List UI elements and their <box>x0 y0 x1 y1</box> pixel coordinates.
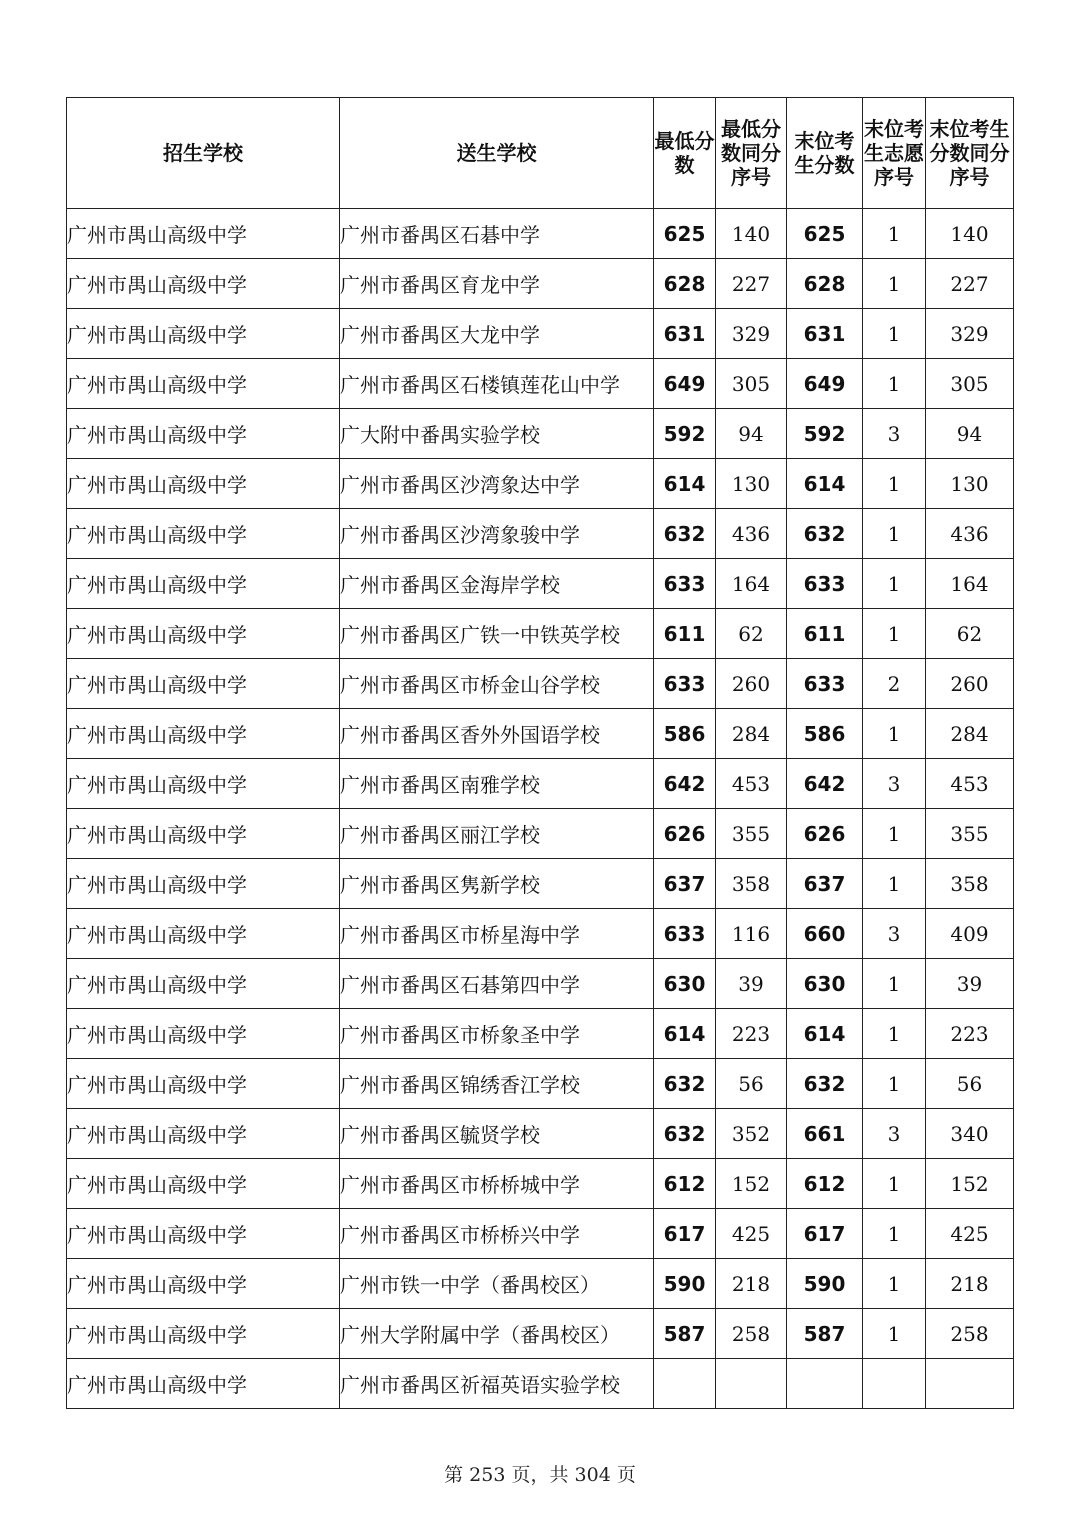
table-row <box>67 409 1014 459</box>
table-row <box>67 659 1014 709</box>
cell-last-choice: 1 <box>863 709 926 759</box>
table-row <box>67 1109 1014 1159</box>
cell-min-score-rank: 260 <box>716 659 787 709</box>
cell-enroll-school: 广州市禺山高级中学 <box>67 459 340 509</box>
cell-min-score-rank: 152 <box>716 1159 787 1209</box>
cell-enroll-school: 广州市禺山高级中学 <box>67 759 340 809</box>
table-row <box>67 559 1014 609</box>
cell-min-score: 632 <box>654 1059 716 1109</box>
cell-send-school: 广州市番禺区大龙中学 <box>340 309 654 359</box>
cell-min-score: 632 <box>654 1109 716 1159</box>
cell-last-rank: 39 <box>926 959 1014 1009</box>
cell-enroll-school: 广州市禺山高级中学 <box>67 209 340 259</box>
cell-enroll-school: 广州市禺山高级中学 <box>67 909 340 959</box>
table-row <box>67 1309 1014 1359</box>
cell-last-rank: 218 <box>926 1259 1014 1309</box>
cell-last-choice: 1 <box>863 309 926 359</box>
cell-min-score-rank: 352 <box>716 1109 787 1159</box>
header-last-rank: 末位考生分数同分序号 <box>926 98 1014 209</box>
cell-last-rank: 284 <box>926 709 1014 759</box>
cell-last-score: 631 <box>787 309 863 359</box>
cell-send-school: 广州市番禺区南雅学校 <box>340 759 654 809</box>
cell-send-school: 广州市番禺区广铁一中铁英学校 <box>340 609 654 659</box>
cell-min-score: 590 <box>654 1259 716 1309</box>
cell-last-score: 632 <box>787 1059 863 1109</box>
table-row <box>67 809 1014 859</box>
cell-last-choice: 1 <box>863 1009 926 1059</box>
cell-send-school: 广大附中番禺实验学校 <box>340 409 654 459</box>
header-min-score: 最低分数 <box>654 98 716 209</box>
cell-last-score: 637 <box>787 859 863 909</box>
header-min-score-rank: 最低分数同分序号 <box>716 98 787 209</box>
cell-send-school: 广州市番禺区石楼镇莲花山中学 <box>340 359 654 409</box>
cell-send-school: 广州市番禺区市桥星海中学 <box>340 909 654 959</box>
table-row <box>67 1159 1014 1209</box>
page-footer: 第 253 页，共 304 页 <box>444 1464 636 1486</box>
cell-last-rank: 305 <box>926 359 1014 409</box>
cell-enroll-school: 广州市禺山高级中学 <box>67 1009 340 1059</box>
cell-last-choice: 1 <box>863 859 926 909</box>
table-row <box>67 1259 1014 1309</box>
cell-send-school: 广州市番禺区金海岸学校 <box>340 559 654 609</box>
cell-enroll-school: 广州市禺山高级中学 <box>67 259 340 309</box>
table-row <box>67 1009 1014 1059</box>
cell-min-score: 632 <box>654 509 716 559</box>
cell-send-school: 广州市番禺区祈福英语实验学校 <box>340 1359 654 1409</box>
cell-min-score-rank: 355 <box>716 809 787 859</box>
cell-send-school: 广州市番禺区沙湾象达中学 <box>340 459 654 509</box>
cell-last-score <box>787 1359 863 1409</box>
cell-last-rank: 56 <box>926 1059 1014 1109</box>
cell-last-score: 625 <box>787 209 863 259</box>
cell-last-rank: 152 <box>926 1159 1014 1209</box>
cell-last-rank: 62 <box>926 609 1014 659</box>
cell-min-score-rank: 227 <box>716 259 787 309</box>
cell-min-score: 617 <box>654 1209 716 1259</box>
cell-last-score: 633 <box>787 559 863 609</box>
cell-min-score-rank: 218 <box>716 1259 787 1309</box>
table-row <box>67 509 1014 559</box>
header-row <box>67 98 1014 209</box>
cell-last-rank: 260 <box>926 659 1014 709</box>
cell-last-choice: 1 <box>863 209 926 259</box>
cell-min-score: 626 <box>654 809 716 859</box>
cell-last-choice: 1 <box>863 459 926 509</box>
cell-min-score-rank: 425 <box>716 1209 787 1259</box>
cell-send-school: 广州市番禺区沙湾象骏中学 <box>340 509 654 559</box>
cell-min-score-rank: 116 <box>716 909 787 959</box>
cell-last-rank: 355 <box>926 809 1014 859</box>
cell-min-score: 614 <box>654 1009 716 1059</box>
cell-enroll-school: 广州市禺山高级中学 <box>67 1059 340 1109</box>
cell-enroll-school: 广州市禺山高级中学 <box>67 509 340 559</box>
cell-enroll-school: 广州市禺山高级中学 <box>67 359 340 409</box>
cell-min-score-rank: 140 <box>716 209 787 259</box>
table-row <box>67 709 1014 759</box>
cell-last-choice <box>863 1359 926 1409</box>
cell-last-rank <box>926 1359 1014 1409</box>
cell-last-score: 614 <box>787 1009 863 1059</box>
cell-last-rank: 94 <box>926 409 1014 459</box>
cell-enroll-school: 广州市禺山高级中学 <box>67 709 340 759</box>
cell-min-score: 630 <box>654 959 716 1009</box>
cell-last-choice: 1 <box>863 1259 926 1309</box>
cell-send-school: 广州市番禺区毓贤学校 <box>340 1109 654 1159</box>
cell-min-score-rank: 436 <box>716 509 787 559</box>
cell-last-score: 611 <box>787 609 863 659</box>
header-last-score: 末位考生分数 <box>787 98 863 209</box>
cell-last-score: 592 <box>787 409 863 459</box>
cell-last-score: 617 <box>787 1209 863 1259</box>
table-row <box>67 609 1014 659</box>
cell-last-choice: 2 <box>863 659 926 709</box>
cell-enroll-school: 广州市禺山高级中学 <box>67 659 340 709</box>
cell-last-score: 590 <box>787 1259 863 1309</box>
cell-min-score: 612 <box>654 1159 716 1209</box>
cell-min-score-rank: 329 <box>716 309 787 359</box>
cell-min-score-rank: 94 <box>716 409 787 459</box>
cell-enroll-school: 广州市禺山高级中学 <box>67 859 340 909</box>
table-row <box>67 209 1014 259</box>
cell-last-score: 632 <box>787 509 863 559</box>
table-row <box>67 1059 1014 1109</box>
cell-last-choice: 1 <box>863 1309 926 1359</box>
cell-enroll-school: 广州市禺山高级中学 <box>67 1159 340 1209</box>
cell-last-score: 642 <box>787 759 863 809</box>
cell-min-score-rank: 39 <box>716 959 787 1009</box>
table-row <box>67 459 1014 509</box>
cell-min-score-rank: 56 <box>716 1059 787 1109</box>
cell-send-school: 广州市番禺区丽江学校 <box>340 809 654 859</box>
cell-last-score: 586 <box>787 709 863 759</box>
cell-last-choice: 1 <box>863 359 926 409</box>
table-row <box>67 1359 1014 1409</box>
table-body <box>67 209 1014 1409</box>
cell-last-choice: 1 <box>863 609 926 659</box>
cell-min-score: 611 <box>654 609 716 659</box>
cell-min-score: 614 <box>654 459 716 509</box>
cell-last-rank: 453 <box>926 759 1014 809</box>
cell-min-score: 631 <box>654 309 716 359</box>
cell-enroll-school: 广州市禺山高级中学 <box>67 1309 340 1359</box>
cell-last-rank: 340 <box>926 1109 1014 1159</box>
cell-last-rank: 425 <box>926 1209 1014 1259</box>
cell-last-choice: 1 <box>863 1209 926 1259</box>
cell-last-score: 614 <box>787 459 863 509</box>
cell-min-score-rank: 258 <box>716 1309 787 1359</box>
cell-last-rank: 227 <box>926 259 1014 309</box>
cell-last-rank: 164 <box>926 559 1014 609</box>
cell-min-score: 587 <box>654 1309 716 1359</box>
cell-send-school: 广州市番禺区石碁中学 <box>340 209 654 259</box>
table-row <box>67 959 1014 1009</box>
cell-last-choice: 1 <box>863 1159 926 1209</box>
cell-last-rank: 329 <box>926 309 1014 359</box>
cell-last-rank: 140 <box>926 209 1014 259</box>
cell-last-score: 660 <box>787 909 863 959</box>
cell-last-score: 649 <box>787 359 863 409</box>
cell-send-school: 广州市番禺区市桥象圣中学 <box>340 1009 654 1059</box>
cell-enroll-school: 广州市禺山高级中学 <box>67 559 340 609</box>
cell-last-choice: 3 <box>863 1109 926 1159</box>
cell-send-school: 广州市番禺区市桥桥兴中学 <box>340 1209 654 1259</box>
cell-send-school: 广州市番禺区市桥金山谷学校 <box>340 659 654 709</box>
cell-min-score: 592 <box>654 409 716 459</box>
cell-last-score: 587 <box>787 1309 863 1359</box>
cell-last-choice: 1 <box>863 959 926 1009</box>
cell-enroll-school: 广州市禺山高级中学 <box>67 1109 340 1159</box>
cell-min-score: 633 <box>654 909 716 959</box>
cell-min-score-rank: 130 <box>716 459 787 509</box>
cell-enroll-school: 广州市禺山高级中学 <box>67 309 340 359</box>
header-send-school: 送生学校 <box>340 98 654 209</box>
table-row <box>67 359 1014 409</box>
cell-last-choice: 3 <box>863 759 926 809</box>
table-row <box>67 859 1014 909</box>
cell-min-score-rank: 164 <box>716 559 787 609</box>
cell-last-rank: 409 <box>926 909 1014 959</box>
cell-enroll-school: 广州市禺山高级中学 <box>67 809 340 859</box>
cell-last-score: 626 <box>787 809 863 859</box>
cell-min-score-rank <box>716 1359 787 1409</box>
cell-last-choice: 3 <box>863 409 926 459</box>
cell-last-score: 630 <box>787 959 863 1009</box>
cell-send-school: 广州市番禺区锦绣香江学校 <box>340 1059 654 1109</box>
cell-send-school: 广州大学附属中学（番禺校区） <box>340 1309 654 1359</box>
cell-enroll-school: 广州市禺山高级中学 <box>67 959 340 1009</box>
cell-min-score: 628 <box>654 259 716 309</box>
cell-min-score: 637 <box>654 859 716 909</box>
cell-min-score-rank: 284 <box>716 709 787 759</box>
cell-last-choice: 1 <box>863 259 926 309</box>
cell-min-score-rank: 223 <box>716 1009 787 1059</box>
table-row <box>67 259 1014 309</box>
table-row <box>67 759 1014 809</box>
cell-last-rank: 130 <box>926 459 1014 509</box>
cell-last-rank: 258 <box>926 1309 1014 1359</box>
cell-send-school: 广州市番禺区市桥桥城中学 <box>340 1159 654 1209</box>
cell-last-choice: 3 <box>863 909 926 959</box>
cell-send-school: 广州市番禺区石碁第四中学 <box>340 959 654 1009</box>
header-last-choice: 末位考生志愿序号 <box>863 98 926 209</box>
header-enroll-school: 招生学校 <box>67 98 340 209</box>
cell-enroll-school: 广州市禺山高级中学 <box>67 1259 340 1309</box>
cell-last-score: 661 <box>787 1109 863 1159</box>
cell-last-choice: 1 <box>863 559 926 609</box>
cell-send-school: 广州市番禺区育龙中学 <box>340 259 654 309</box>
cell-enroll-school: 广州市禺山高级中学 <box>67 409 340 459</box>
cell-min-score-rank: 453 <box>716 759 787 809</box>
cell-last-rank: 223 <box>926 1009 1014 1059</box>
cell-enroll-school: 广州市禺山高级中学 <box>67 1359 340 1409</box>
cell-min-score-rank: 305 <box>716 359 787 409</box>
cell-enroll-school: 广州市禺山高级中学 <box>67 609 340 659</box>
cell-min-score: 642 <box>654 759 716 809</box>
cell-send-school: 广州市铁一中学（番禺校区） <box>340 1259 654 1309</box>
cell-min-score: 633 <box>654 559 716 609</box>
cell-min-score-rank: 358 <box>716 859 787 909</box>
cell-last-choice: 1 <box>863 809 926 859</box>
cell-min-score: 586 <box>654 709 716 759</box>
table-row <box>67 309 1014 359</box>
cell-send-school: 广州市番禺区香外外国语学校 <box>340 709 654 759</box>
cell-last-score: 628 <box>787 259 863 309</box>
cell-last-score: 612 <box>787 1159 863 1209</box>
cell-enroll-school: 广州市禺山高级中学 <box>67 1209 340 1259</box>
cell-last-score: 633 <box>787 659 863 709</box>
table-row <box>67 1209 1014 1259</box>
cell-last-choice: 1 <box>863 509 926 559</box>
table-row <box>67 909 1014 959</box>
cell-min-score: 633 <box>654 659 716 709</box>
cell-min-score: 649 <box>654 359 716 409</box>
cell-send-school: 广州市番禺区隽新学校 <box>340 859 654 909</box>
cell-min-score-rank: 62 <box>716 609 787 659</box>
cell-last-rank: 358 <box>926 859 1014 909</box>
cell-last-choice: 1 <box>863 1059 926 1109</box>
cell-min-score: 625 <box>654 209 716 259</box>
cell-last-rank: 436 <box>926 509 1014 559</box>
admission-table <box>66 97 1014 1409</box>
cell-min-score <box>654 1359 716 1409</box>
